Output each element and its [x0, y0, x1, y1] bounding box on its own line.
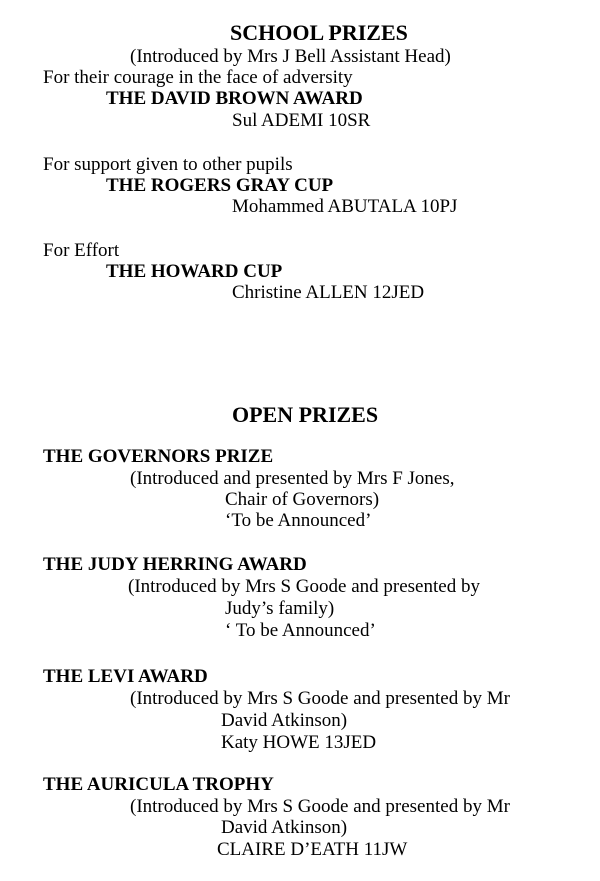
- prize-intro-continued: David Atkinson): [221, 817, 348, 838]
- prize-title: THE JUDY HERRING AWARD: [43, 554, 307, 575]
- prize-intro-continued: Chair of Governors): [225, 489, 380, 510]
- award-winner: Sul ADEMI 10SR: [232, 110, 371, 131]
- award-reason: For support given to other pupils: [43, 154, 293, 175]
- open-prizes-heading: OPEN PRIZES: [232, 402, 379, 427]
- prize-intro: (Introduced by Mrs S Goode and presented by: [128, 576, 480, 597]
- prize-winner: ‘To be Announced’: [225, 510, 372, 531]
- award-reason: For Effort: [43, 240, 120, 261]
- school-prizes-heading: SCHOOL PRIZES: [230, 20, 408, 45]
- prize-intro: (Introduced by Mrs S Goode and presented by Mr: [130, 688, 510, 709]
- prize-intro-continued: David Atkinson): [221, 710, 348, 731]
- award-winner: Mohammed ABUTALA 10PJ: [232, 196, 458, 217]
- school-prizes-intro: (Introduced by Mrs J Bell Assistant Head): [130, 46, 451, 67]
- prize-winner: Katy HOWE 13JED: [221, 732, 377, 753]
- prize-intro-continued: Judy’s family): [225, 598, 335, 619]
- prize-title: THE AURICULA TROPHY: [43, 774, 274, 795]
- prize-intro: (Introduced by Mrs S Goode and presented by Mr: [130, 796, 510, 817]
- prize-intro: (Introduced and presented by Mrs F Jones,: [130, 468, 455, 489]
- award-winner: Christine ALLEN 12JED: [232, 282, 425, 303]
- prize-winner: ‘ To be Announced’: [225, 620, 376, 641]
- award-title: THE DAVID BROWN AWARD: [106, 88, 363, 109]
- award-title: THE HOWARD CUP: [106, 261, 283, 282]
- award-reason: For their courage in the face of adversity: [43, 67, 353, 88]
- award-title: THE ROGERS GRAY CUP: [106, 175, 334, 196]
- prize-title: THE LEVI AWARD: [43, 666, 208, 687]
- prize-winner: CLAIRE D’EATH 11JW: [217, 839, 408, 860]
- prize-title: THE GOVERNORS PRIZE: [43, 446, 274, 467]
